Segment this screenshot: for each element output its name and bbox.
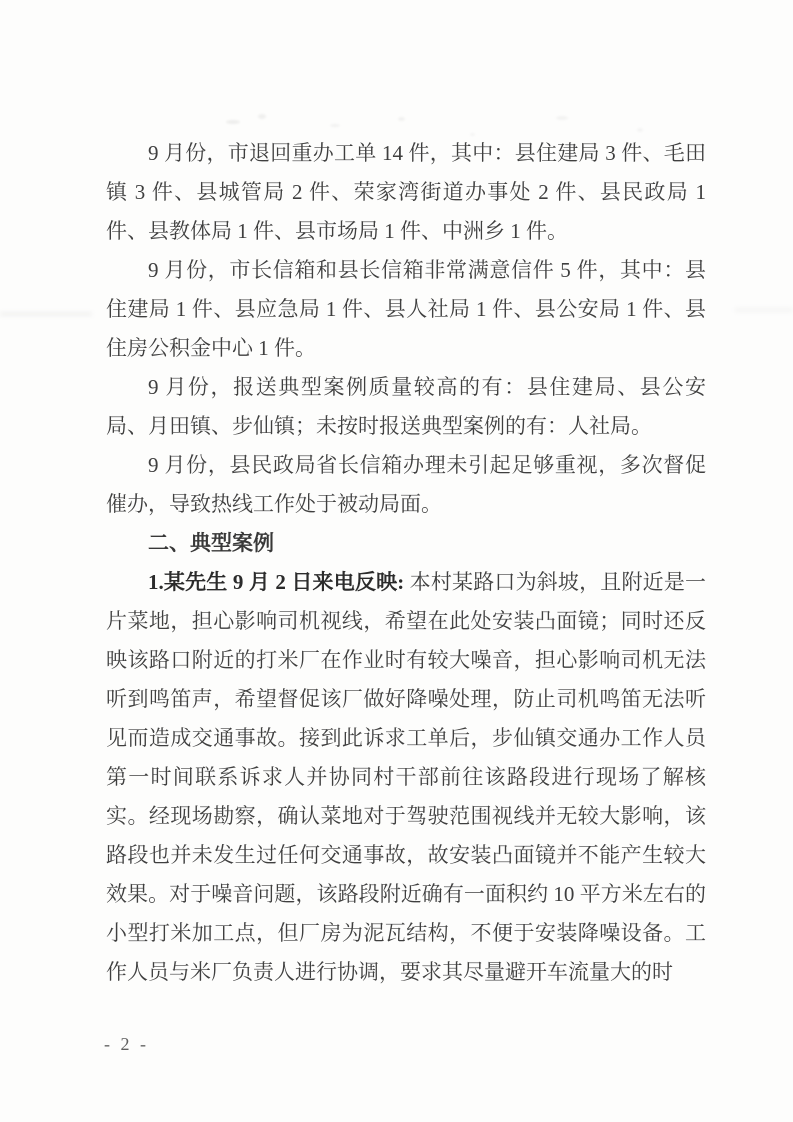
scan-artifact (226, 120, 240, 124)
text-run: 二、典型案例 (148, 532, 274, 555)
scan-artifact (398, 117, 405, 121)
text-run: 9 月份，市长信箱和县长信箱非常满意信件 5 件，其中：县住建局 1 件、县应急局 1 件、县人社局 1 件、县公安局 1 件、县住房公积金中心 1 件。 (106, 258, 706, 360)
scan-artifact (0, 312, 92, 316)
scan-artifact (637, 128, 643, 132)
scan-artifact (556, 116, 568, 120)
text-run: 本村某路口为斜坡，且附近是一片菜地，担心影响司机视线，希望在此处安装凸面镜；同时还反映该路口附近的打米厂在作业时有较大噪音，担心影响司机无法听到鸣笛声，希望督促该厂做好降噪处理，防止司机鸣笛无法听见而造成交通事故。接到此诉求工单后，步仙镇交通办工作人员第一时间联系诉求人并协同村干部前往该路段进行现场了解核实。经现场勘察，确认菜地对于驾驶范围视线并无较大影响，该路段也并未发生过任何交通事故，故安装凸面镜并不能产生较大效果。对于噪音问题，该路段附近确有一面积约 10 平方米左右的小型打米加工点，但厂房为泥瓦结构，不便于安装降噪设备。工作人员与米厂负责人进行协调，要求其尽量避开车流量大的时 (106, 570, 706, 984)
para-civil-affairs-criticism (106, 446, 706, 524)
para-typical-case-reporting (106, 368, 706, 446)
section-heading-typical-cases (106, 524, 706, 563)
scan-artifact (330, 124, 340, 127)
scan-artifact (735, 308, 793, 312)
para-satisfaction-letters (106, 251, 706, 368)
scan-artifact (258, 114, 266, 119)
text-run: 9 月份，县民政局省长信箱办理未引起足够重视，多次督促催办，导致热线工作处于被动局面。 (106, 453, 706, 516)
para-returned-rework-orders (106, 134, 706, 251)
text-run: 1.某先生 9 月 2 日来电反映: (148, 570, 405, 594)
para-case-1 (106, 563, 706, 992)
text-run: 9 月份，报送典型案例质量较高的有：县住建局、县公安局、月田镇、步仙镇；未按时报送典型案例的有：人社局。 (106, 375, 706, 438)
text-run: 9 月份，市退回重办工单 14 件，其中：县住建局 3 件、毛田镇 3 件、县城管局 2 件、荣家湾街道办事处 2 件、县民政局 1 件、县教体局 1 件、县市场局 1 件、中洲乡 1 件。 (106, 141, 706, 243)
document-body (106, 134, 706, 992)
page-number: - 2 - (104, 1034, 149, 1054)
